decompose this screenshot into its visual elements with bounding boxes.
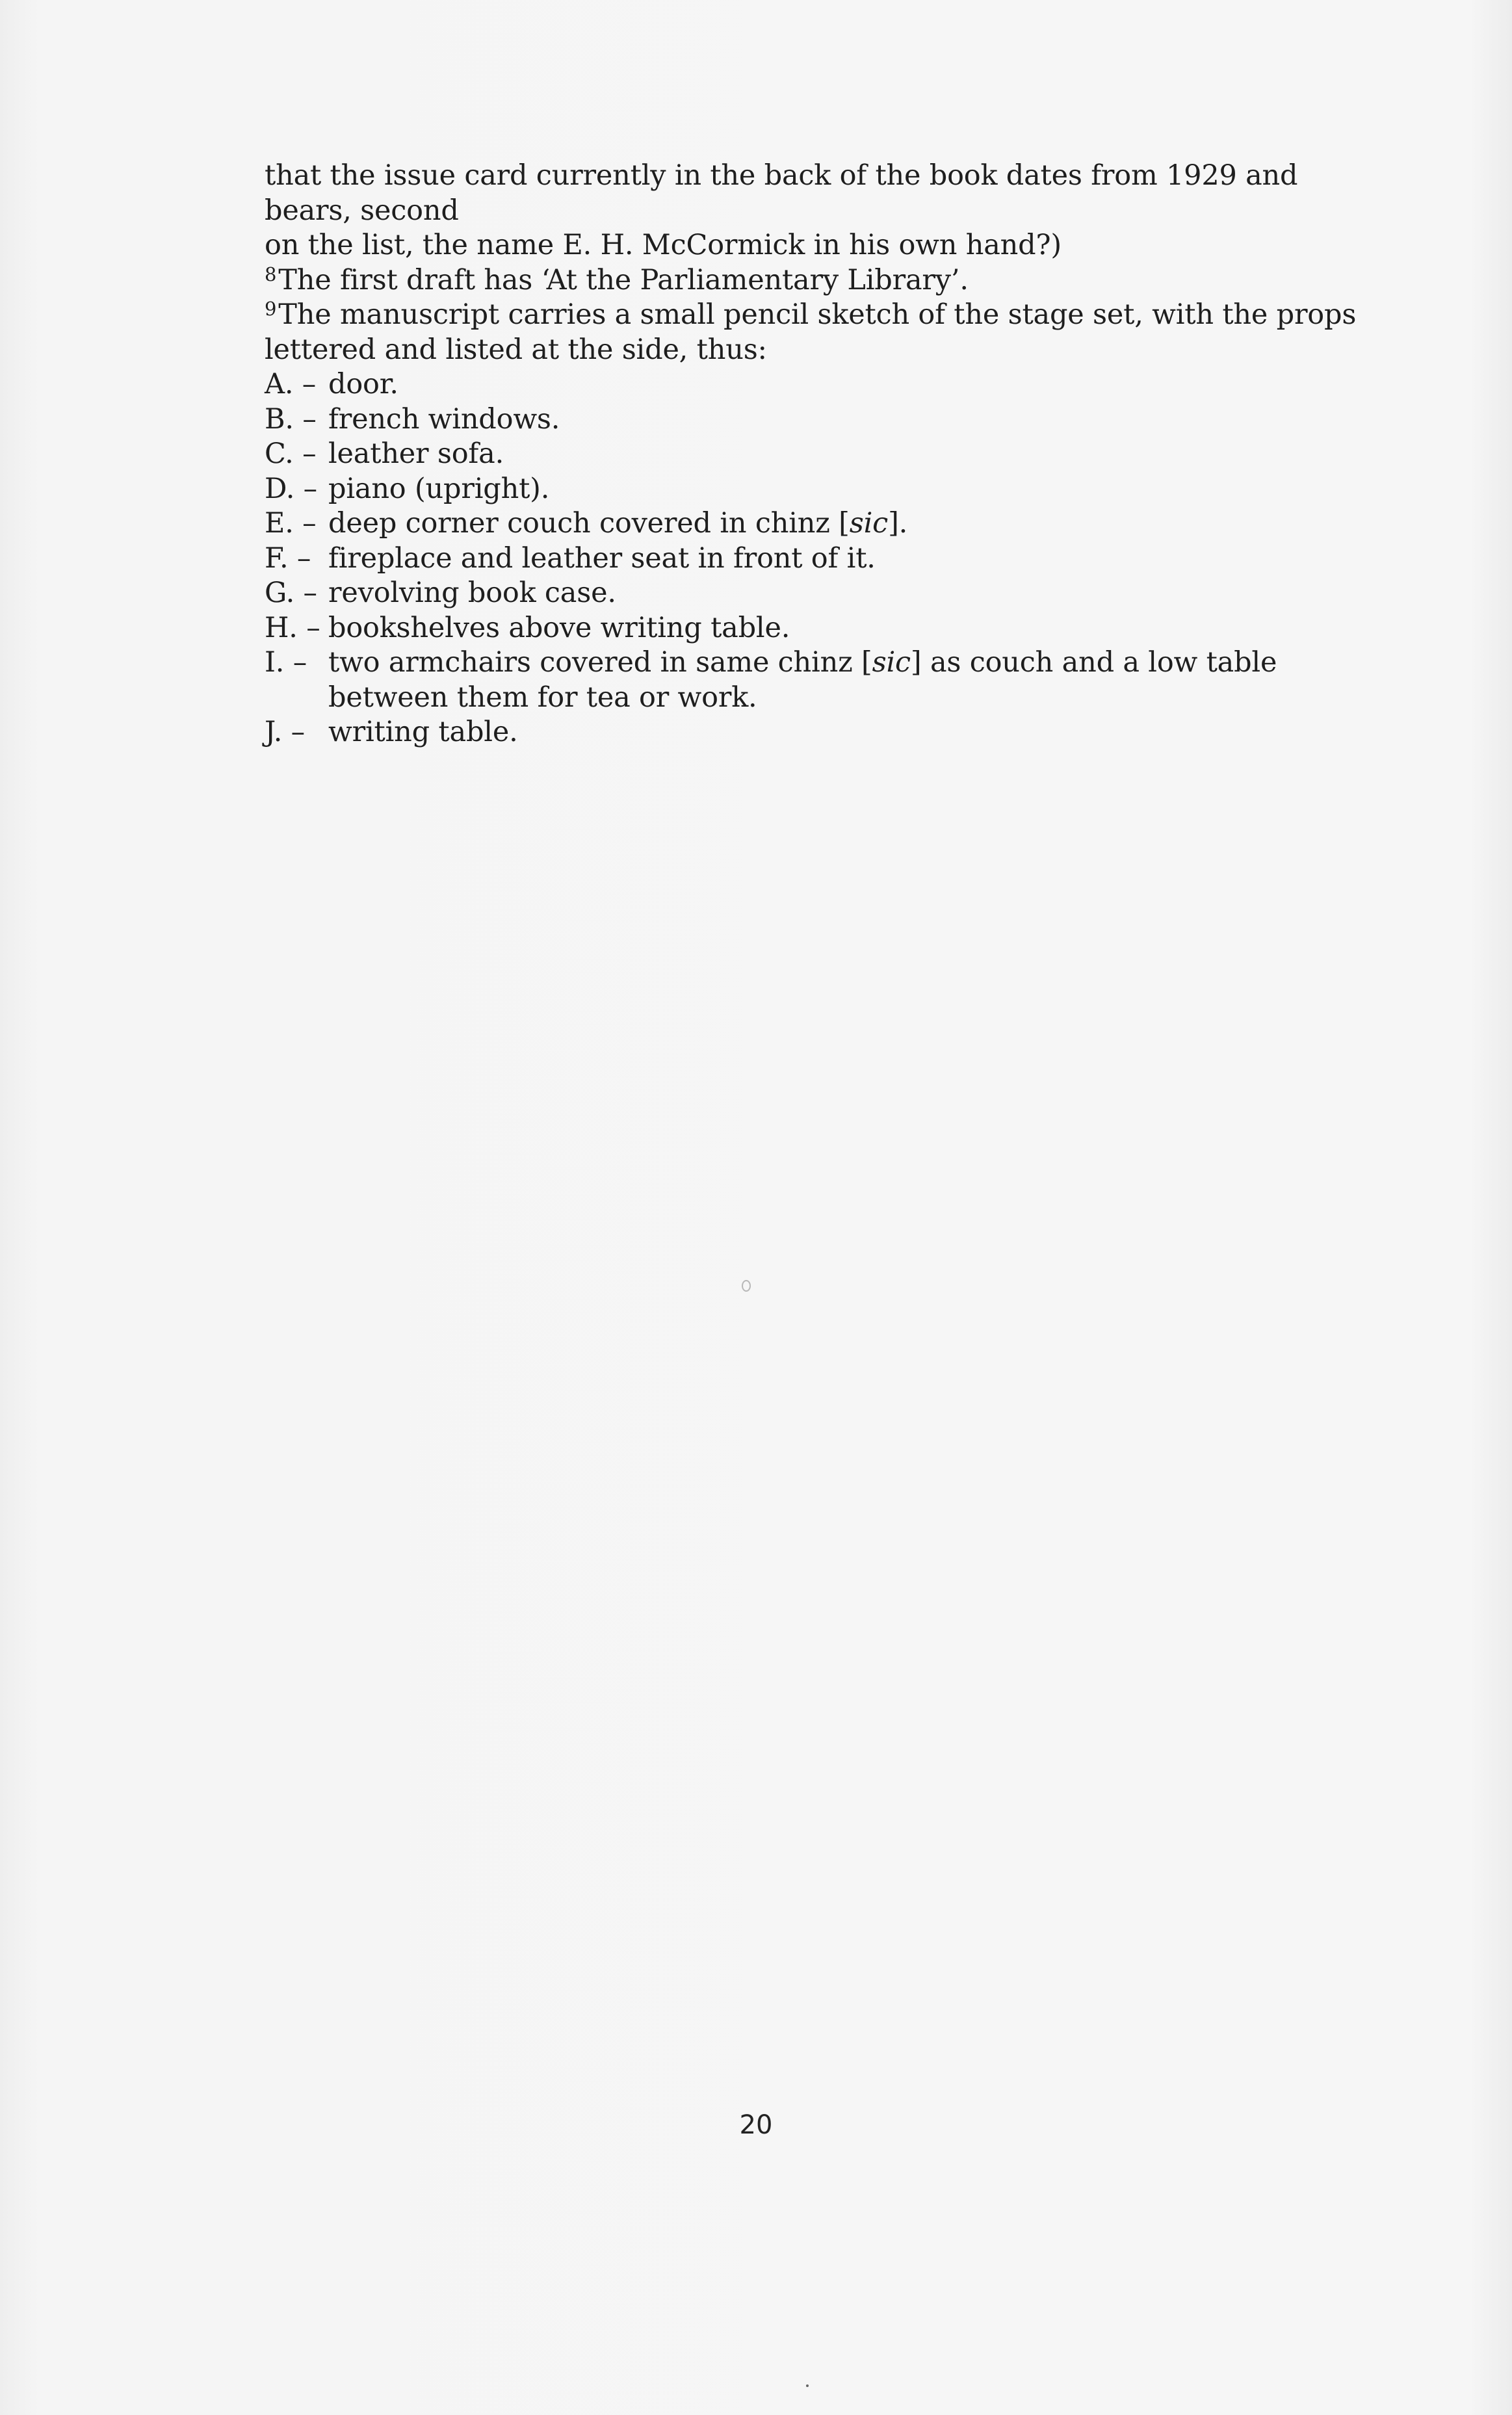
prop-text-after: ].	[888, 507, 908, 540]
prop-item-c	[265, 437, 1383, 472]
prop-letter: H. –	[265, 611, 320, 644]
prop-text-before: deep corner couch covered in chinz [	[328, 507, 850, 540]
intro-paragraph	[265, 159, 1383, 263]
note-8-number: 8	[265, 263, 277, 285]
prop-description: leather sofa.	[328, 437, 504, 470]
props-list	[265, 367, 1383, 750]
prop-description: writing table.	[328, 716, 518, 748]
show-through-mark	[742, 1280, 751, 1292]
note-9-number: 9	[265, 298, 277, 320]
prop-letter: G. –	[265, 577, 317, 609]
prop-letter: C. –	[265, 437, 317, 470]
prop-description: revolving book case.	[328, 577, 616, 609]
prop-item-h	[265, 611, 1383, 646]
intro-line-2: on the list, the name E. H. McCormick in his own hand?)	[265, 229, 1062, 261]
prop-item-i	[265, 646, 1383, 715]
prop-description: bookshelves above writing table.	[328, 611, 790, 644]
prop-item-j	[265, 715, 1383, 750]
sic-marker: sic	[849, 507, 889, 540]
prop-description: door.	[328, 368, 398, 400]
prop-text-after: ] as couch and a low table between them for tea or work.	[328, 646, 1277, 714]
prop-text-before: two armchairs covered in same chinz [	[328, 646, 872, 679]
prop-letter: A. –	[265, 368, 317, 400]
prop-letter: F. –	[265, 542, 311, 575]
paper-speck	[806, 2384, 809, 2387]
prop-description: fireplace and leather seat in front of it.	[328, 542, 876, 575]
note-9-text: The manuscript carries a small pencil sketch of the stage set, with the props lettered and listed at the side, thus:	[265, 298, 1357, 366]
page-number: 20	[739, 2110, 773, 2140]
prop-letter: I. –	[265, 646, 307, 679]
prop-description	[328, 506, 1383, 542]
prop-item-e	[265, 506, 1383, 542]
note-8-text: The first draft has ‘At the Parliamentary Library’.	[278, 263, 969, 296]
sic-marker: sic	[872, 646, 911, 679]
intro-line-1: that the issue card currently in the back of the book dates from 1929 and bears, second	[265, 159, 1298, 227]
prop-letter: D. –	[265, 472, 317, 505]
notes-text-block	[265, 159, 1383, 750]
prop-item-a	[265, 367, 1383, 402]
prop-letter: J. –	[265, 716, 305, 748]
prop-description: piano (upright).	[328, 472, 550, 505]
prop-description: french windows.	[328, 402, 560, 436]
note-9	[265, 298, 1383, 367]
prop-item-b	[265, 402, 1383, 437]
prop-letter: B. –	[265, 402, 317, 436]
prop-item-g	[265, 576, 1383, 611]
prop-letter: E. –	[265, 507, 317, 540]
note-8	[265, 263, 1383, 298]
prop-item-f	[265, 542, 1383, 577]
prop-description	[328, 646, 1383, 715]
prop-item-d	[265, 472, 1383, 507]
